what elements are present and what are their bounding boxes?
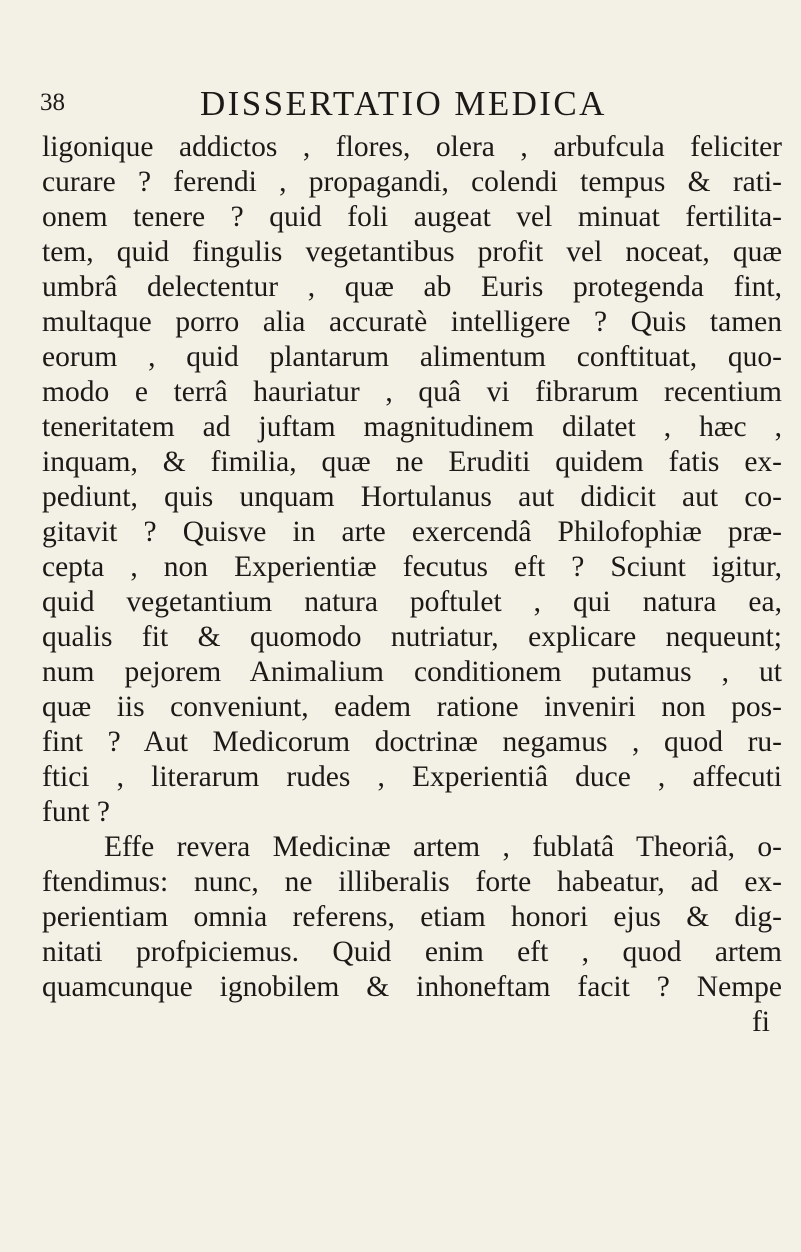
text-line: inquam, & fimilia, quæ ne Eruditi quidem fatis ex- [42,446,782,478]
text-line: quid vegetantium natura poftulet , qui natura ea, [42,586,782,618]
text-line: gitavit ? Quisve in arte exercendâ Philofophiæ præ- [42,516,782,548]
text-line: umbrâ delectentur , quæ ab Euris protegenda fint, [42,271,782,303]
text-line: perientiam omnia referens, etiam honori ejus & dig- [42,901,782,933]
text-line: multaque porro alia accuratè intelligere ? Quis tamen [42,306,782,338]
text-line: nitati profpiciemus. Quid enim eft , quod artem [42,936,782,968]
text-line: ftici , literarum rudes , Experientiâ duce , affecuti [42,761,782,793]
text-line: num pejorem Animalium conditionem putamus , ut [42,656,782,688]
body-text [42,130,782,1040]
text-line: cepta , non Experientiæ fecutus eft ? Sciunt igitur, [42,551,782,583]
text-line: modo e terrâ hauriatur , quâ vi fibrarum recentium [42,376,782,408]
text-line: ftendimus: nunc, ne illiberalis forte habeatur, ad ex- [42,866,782,898]
text-line: quamcunque ignobilem & inhoneftam facit ? Nempe [42,971,782,1003]
text-line: ligonique addictos , flores, olera , arbufcula feliciter [42,131,782,163]
text-line: fint ? Aut Medicorum doctrinæ negamus , quod ru- [42,726,782,758]
catchword: fi [751,1006,770,1038]
paragraph-start-line: Effe revera Medicinæ artem , fublatâ Theoriâ, o- [104,831,782,863]
running-head: DISSERTATIO MEDICA [200,84,607,123]
text-line: eorum , quid plantarum alimentum conftituat, quo- [42,341,782,373]
text-line: teneritatem ad juftam magnitudinem dilatet , hæc , [42,411,782,443]
text-line: pediunt, quis unquam Hortulanus aut didicit aut co- [42,481,782,513]
text-line: curare ? ferendi , propagandi, colendi tempus & rati- [42,166,782,198]
text-line: quæ iis conveniunt, eadem ratione inveniri non pos- [42,691,782,723]
text-line: onem tenere ? quid foli augeat vel minuat fertilita- [42,201,782,233]
text-line: tem, quid fingulis vegetantibus profit vel noceat, quæ [42,236,782,268]
page-number: 38 [40,89,65,116]
text-line: qualis fit & quomodo nutriatur, explicare nequeunt; [42,621,782,653]
text-line: funt ? [42,796,110,828]
